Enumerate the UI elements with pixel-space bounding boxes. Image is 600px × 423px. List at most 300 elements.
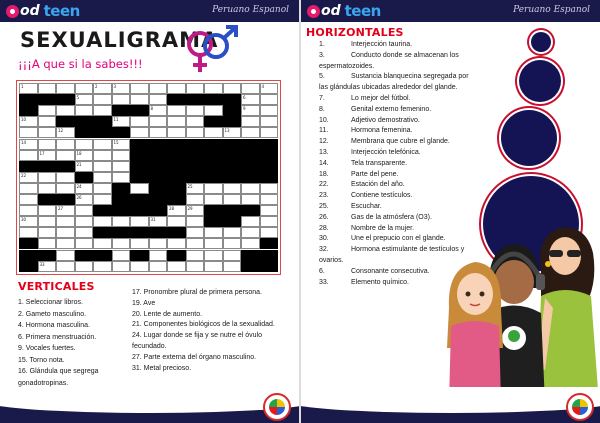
crossword-cell[interactable] — [241, 238, 260, 249]
crossword-cell[interactable] — [204, 250, 223, 261]
crossword-cell[interactable] — [167, 205, 186, 216]
crossword-cell[interactable] — [167, 105, 186, 116]
clue-number: 30. — [319, 235, 329, 243]
crossword-cell[interactable] — [167, 238, 186, 249]
brand-text: Peruano Espanol — [513, 5, 590, 15]
crossword-block — [56, 116, 75, 127]
clue-number: 11. — [319, 127, 329, 135]
cell-number: 4 — [261, 84, 265, 89]
crossword-block — [241, 172, 260, 183]
clue-text: Gas de la atmósfera (O3). — [351, 213, 432, 221]
crossword-block — [241, 150, 260, 161]
crossword-cell[interactable] — [56, 83, 75, 94]
crossword-cell[interactable] — [38, 150, 57, 161]
clue-text: Membrana que cubre el glande. — [351, 138, 450, 146]
crossword-cell[interactable] — [19, 183, 38, 194]
crossword-cell[interactable] — [19, 127, 38, 138]
crossword-block — [204, 216, 223, 227]
crossword-cell[interactable] — [186, 250, 205, 261]
cell-number: 10 — [21, 117, 27, 123]
crossword-cell[interactable] — [75, 227, 94, 238]
crossword-cell[interactable] — [112, 150, 131, 161]
crossword-cell[interactable] — [130, 116, 149, 127]
crossword-cell[interactable] — [149, 127, 168, 138]
clue-number: 22. — [319, 181, 329, 189]
crossword-cell[interactable] — [112, 216, 131, 227]
crossword-cell[interactable] — [186, 238, 205, 249]
clue-item — [319, 180, 469, 191]
clue-number: 10. — [319, 116, 329, 124]
crossword-cell[interactable] — [75, 105, 94, 116]
clue-number: 33. — [319, 278, 329, 286]
crossword-cell[interactable] — [75, 139, 94, 150]
crossword-cell[interactable] — [75, 83, 94, 94]
clue-number: 23. — [319, 192, 329, 200]
crossword-cell[interactable] — [19, 150, 38, 161]
clue-number: 32. — [319, 246, 329, 254]
clue-item: 17. Pronombre plural de primera persona. — [132, 289, 262, 296]
crossword-cell[interactable] — [38, 205, 57, 216]
crossword-cell[interactable] — [223, 183, 242, 194]
left-page — [0, 0, 299, 423]
crossword-cell[interactable] — [38, 127, 57, 138]
crossword-block — [167, 250, 186, 261]
clue-item — [319, 116, 469, 127]
clue-number: 12. — [319, 138, 329, 146]
wave-decoration — [301, 387, 600, 413]
crossword-block — [56, 161, 75, 172]
clue-number: 18. — [319, 170, 329, 178]
cell-number: 25 — [187, 183, 193, 189]
crossword-cell[interactable] — [75, 194, 94, 205]
crossword-cell[interactable] — [223, 83, 242, 94]
top-bar — [301, 0, 600, 22]
top-bar — [0, 0, 299, 22]
crossword-cell[interactable] — [38, 261, 57, 272]
crossword-grid — [16, 80, 281, 275]
crossword-block — [167, 150, 186, 161]
crossword-block — [149, 194, 168, 205]
crossword-block — [167, 94, 186, 105]
crossword-cell[interactable] — [260, 94, 279, 105]
logo-word: teen — [344, 2, 381, 20]
crossword-cell[interactable] — [93, 94, 112, 105]
clue-text: Parte del pene. — [351, 170, 399, 178]
clue-text: Tela transparente. — [351, 159, 408, 167]
crossword-cell[interactable] — [260, 183, 279, 194]
crossword-cell[interactable] — [241, 183, 260, 194]
crossword-cell[interactable] — [241, 194, 260, 205]
crossword-cell[interactable] — [204, 83, 223, 94]
crossword-block — [186, 139, 205, 150]
crossword-cell[interactable] — [56, 172, 75, 183]
clue-item: 15. Torno nota. — [18, 356, 65, 364]
crossword-cell[interactable] — [130, 127, 149, 138]
crossword-cell[interactable] — [223, 238, 242, 249]
clue-item: 31. Metal precioso. — [132, 364, 192, 372]
crossword-cell[interactable] — [149, 216, 168, 227]
deco-circle-small — [531, 32, 551, 52]
crossword-cell[interactable] — [56, 261, 75, 272]
crossword-cell[interactable] — [186, 116, 205, 127]
crossword-cell[interactable] — [186, 227, 205, 238]
crossword-block — [149, 161, 168, 172]
crossword-block — [260, 238, 279, 249]
crossword-block — [75, 172, 94, 183]
crossword-cell[interactable] — [130, 238, 149, 249]
cell-number: 29 — [187, 206, 193, 212]
crossword-cell[interactable] — [149, 94, 168, 105]
clue-text: Conducto donde se almacenan los espermatozoides. — [319, 51, 459, 70]
crossword-cell[interactable] — [112, 250, 131, 261]
crossword-cell[interactable] — [167, 216, 186, 227]
crossword-cell[interactable] — [75, 238, 94, 249]
clue-item: 9. Vocales fuertes. — [18, 345, 76, 352]
crossword-cell[interactable] — [241, 94, 260, 105]
crossword-block — [204, 172, 223, 183]
crossword-block — [130, 205, 149, 216]
crossword-cell[interactable] — [241, 116, 260, 127]
crossword-cell[interactable] — [75, 216, 94, 227]
crossword-cell[interactable] — [56, 105, 75, 116]
clue-item: 4. Hormona masculina. — [18, 322, 90, 329]
crossword-cell[interactable] — [260, 116, 279, 127]
crossword-block — [223, 205, 242, 216]
deco-circle-large — [501, 110, 557, 166]
crossword-block — [149, 139, 168, 150]
crossword-cell[interactable] — [56, 205, 75, 216]
crossword-cell[interactable] — [241, 227, 260, 238]
clue-item — [319, 148, 469, 159]
crossword-cell[interactable] — [112, 83, 131, 94]
crossword-cell[interactable] — [112, 172, 131, 183]
clue-item — [319, 170, 469, 181]
crossword-block — [260, 261, 279, 272]
gender-symbols-icon — [178, 24, 248, 76]
crossword-cell[interactable] — [167, 261, 186, 272]
clue-item: 6. Primera menstruación. — [18, 333, 97, 341]
cell-number: 8 — [150, 106, 154, 112]
clue-item: 2. Gameto masculino. — [18, 310, 87, 318]
crossword-block — [223, 94, 242, 105]
crossword-cell[interactable] — [38, 116, 57, 127]
crossword-cell[interactable] — [149, 238, 168, 249]
crossword-cell[interactable] — [38, 183, 57, 194]
crossword-block — [204, 161, 223, 172]
crossword-cell[interactable] — [93, 139, 112, 150]
crossword-cell[interactable] — [93, 105, 112, 116]
page-title: SEXUALIGRAMA — [20, 28, 219, 52]
publisher-badge-icon — [263, 393, 291, 421]
crossword-cell[interactable] — [130, 183, 149, 194]
crossword-block — [241, 250, 260, 261]
crossword-block — [204, 139, 223, 150]
crossword-cell[interactable] — [75, 205, 94, 216]
crossword-cell[interactable] — [186, 105, 205, 116]
crossword-cell[interactable] — [149, 116, 168, 127]
crossword-block — [260, 172, 279, 183]
crossword-block — [167, 161, 186, 172]
crossword-block — [112, 227, 131, 238]
crossword-cell[interactable] — [167, 83, 186, 94]
clue-text: Genital externo femenino. — [351, 105, 432, 113]
clue-item — [319, 105, 469, 116]
crossword-cell[interactable] — [260, 105, 279, 116]
crossword-cell[interactable] — [186, 216, 205, 227]
crossword-cell[interactable] — [260, 127, 279, 138]
crossword-cell[interactable] — [112, 261, 131, 272]
clue-number: 3. — [319, 51, 325, 59]
logo — [6, 2, 80, 20]
verticales-list-2 — [132, 288, 292, 374]
crossword-cell[interactable] — [112, 94, 131, 105]
crossword-block — [130, 227, 149, 238]
crossword-block — [38, 161, 57, 172]
crossword-block — [38, 250, 57, 261]
crossword-cell[interactable] — [93, 83, 112, 94]
crossword-cell[interactable] — [19, 205, 38, 216]
crossword-block — [19, 250, 38, 261]
crossword-cell[interactable] — [204, 127, 223, 138]
crossword-block — [149, 183, 168, 194]
cell-number: 13 — [224, 128, 230, 134]
cell-number: 14 — [21, 139, 27, 145]
crossword-cell[interactable] — [93, 194, 112, 205]
cell-number: 11 — [113, 117, 119, 123]
crossword-cell[interactable] — [130, 261, 149, 272]
crossword-cell[interactable] — [204, 194, 223, 205]
crossword-block — [19, 238, 38, 249]
crossword-cell[interactable] — [93, 161, 112, 172]
crossword-block — [149, 205, 168, 216]
crossword-cell[interactable] — [149, 105, 168, 116]
logo-mark: od — [20, 3, 40, 19]
crossword-cell[interactable] — [19, 139, 38, 150]
crossword-cell[interactable] — [204, 261, 223, 272]
crossword-cell[interactable] — [38, 83, 57, 94]
clue-text: Contiene testículos. — [351, 192, 413, 200]
crossword-cell[interactable] — [223, 194, 242, 205]
crossword-cell[interactable] — [112, 238, 131, 249]
crossword-block — [204, 205, 223, 216]
crossword-block — [186, 161, 205, 172]
clue-item — [319, 126, 469, 137]
crossword-cell[interactable] — [241, 83, 260, 94]
crossword-cell[interactable] — [186, 127, 205, 138]
clue-item — [319, 40, 469, 51]
cell-number: 31 — [150, 217, 156, 223]
crossword-cell[interactable] — [241, 127, 260, 138]
crossword-block — [167, 194, 186, 205]
crossword-block — [223, 161, 242, 172]
crossword-cell[interactable] — [75, 94, 94, 105]
crossword-cell[interactable] — [186, 183, 205, 194]
crossword-block — [112, 194, 131, 205]
cell-number: 5 — [76, 95, 80, 101]
clue-item: 20. Lente de aumento. — [132, 310, 203, 318]
crossword-block — [93, 205, 112, 216]
clue-number: 6. — [319, 267, 325, 275]
crossword-block — [149, 227, 168, 238]
crossword-block — [241, 205, 260, 216]
crossword-cell[interactable] — [149, 83, 168, 94]
crossword-cell[interactable] — [112, 116, 131, 127]
crossword-cell[interactable] — [167, 116, 186, 127]
crossword-block — [223, 116, 242, 127]
cell-number: 1 — [21, 84, 24, 89]
crossword-cell[interactable] — [75, 161, 94, 172]
clue-number: 8. — [319, 105, 325, 113]
crossword-cell[interactable] — [19, 227, 38, 238]
crossword-block — [19, 94, 38, 105]
girl-right-figure — [537, 228, 599, 403]
girl-left-figure — [447, 262, 503, 403]
clue-text: Estación del año. — [351, 181, 405, 189]
crossword-cell[interactable] — [93, 150, 112, 161]
crossword-block — [130, 194, 149, 205]
crossword-cell[interactable] — [19, 83, 38, 94]
crossword-cell[interactable] — [56, 183, 75, 194]
crossword-block — [241, 261, 260, 272]
crossword-cell[interactable] — [186, 261, 205, 272]
cell-number: 12 — [58, 128, 64, 134]
crossword-block — [186, 172, 205, 183]
crossword-block — [167, 172, 186, 183]
crossword-block — [75, 116, 94, 127]
clue-item — [319, 137, 469, 148]
crossword-block — [112, 205, 131, 216]
clue-number: 25. — [319, 202, 329, 210]
crossword-cell[interactable] — [130, 83, 149, 94]
crossword-cell[interactable] — [130, 216, 149, 227]
crossword-cell[interactable] — [56, 150, 75, 161]
crossword-cell[interactable] — [19, 172, 38, 183]
crossword-cell[interactable] — [130, 94, 149, 105]
crossword-block — [204, 94, 223, 105]
crossword-cell[interactable] — [56, 139, 75, 150]
crossword-cell[interactable] — [149, 261, 168, 272]
crossword-block — [56, 94, 75, 105]
crossword-cell[interactable] — [56, 227, 75, 238]
crossword-cell[interactable] — [93, 261, 112, 272]
crossword-cell[interactable] — [93, 172, 112, 183]
crossword-cell[interactable] — [223, 227, 242, 238]
crossword-cell[interactable] — [223, 250, 242, 261]
crossword-block — [75, 250, 94, 261]
crossword-cell[interactable] — [241, 216, 260, 227]
crossword-block — [204, 116, 223, 127]
crossword-cell[interactable] — [186, 205, 205, 216]
crossword-cell[interactable] — [260, 194, 279, 205]
crossword-block — [130, 139, 149, 150]
clue-item: 27. Parte externa del órgano masculino. — [132, 353, 257, 361]
clue-text: Hormona estimulante de testículos y ovarios. — [319, 246, 465, 264]
crossword-cell[interactable] — [38, 172, 57, 183]
crossword-cell[interactable] — [186, 83, 205, 94]
crossword-cell[interactable] — [93, 216, 112, 227]
crossword-cell[interactable] — [93, 183, 112, 194]
crossword-cell[interactable] — [260, 216, 279, 227]
crossword-cell[interactable] — [19, 216, 38, 227]
verticales-list-1 — [18, 297, 130, 389]
crossword-cell[interactable] — [204, 105, 223, 116]
clue-text: Elemento químico. — [351, 278, 409, 286]
crossword-cell[interactable] — [38, 238, 57, 249]
clue-number: 28. — [319, 224, 329, 232]
crossword-cell[interactable] — [56, 238, 75, 249]
logo — [307, 2, 381, 20]
crossword-cell[interactable] — [260, 227, 279, 238]
crossword-cell[interactable] — [56, 216, 75, 227]
cell-number: 17 — [39, 150, 45, 156]
crossword-block — [130, 161, 149, 172]
crossword-cell[interactable] — [93, 238, 112, 249]
clue-text: Consonante consecutiva. — [351, 267, 430, 275]
clue-number: 7. — [319, 94, 325, 102]
logo-word: teen — [43, 2, 80, 20]
crossword-block — [38, 94, 57, 105]
crossword-cell[interactable] — [75, 261, 94, 272]
crossword-cell[interactable] — [204, 238, 223, 249]
clue-number: 1. — [319, 41, 325, 48]
crossword-cell[interactable] — [38, 139, 57, 150]
crossword-cell[interactable] — [75, 150, 94, 161]
crossword-cell[interactable] — [223, 127, 242, 138]
crossword-cell[interactable] — [56, 127, 75, 138]
crossword-block — [56, 194, 75, 205]
cell-number: 15 — [113, 139, 119, 145]
crossword-block — [223, 139, 242, 150]
crossword-cell[interactable] — [204, 227, 223, 238]
crossword-cell[interactable] — [112, 161, 131, 172]
crossword-block — [223, 172, 242, 183]
crossword-block — [93, 227, 112, 238]
crossword-block — [241, 139, 260, 150]
horizontales-title: HORIZONTALES — [306, 26, 404, 39]
cell-number: 27 — [58, 206, 64, 212]
crossword-cell[interactable] — [204, 183, 223, 194]
crossword-block — [223, 216, 242, 227]
cell-number: 2 — [95, 84, 98, 89]
crossword-block — [204, 150, 223, 161]
crossword-cell[interactable] — [186, 194, 205, 205]
crossword-block — [19, 261, 38, 272]
crossword-cell[interactable] — [19, 116, 38, 127]
clue-text: Interjección telefónica. — [351, 148, 421, 156]
crossword-cell[interactable] — [223, 261, 242, 272]
clue-item — [319, 51, 469, 73]
crossword-cell[interactable] — [38, 216, 57, 227]
logo-disk-icon — [6, 5, 19, 18]
crossword-cell[interactable] — [149, 250, 168, 261]
crossword-block — [93, 250, 112, 261]
crossword-block — [260, 150, 279, 161]
crossword-cell[interactable] — [241, 105, 260, 116]
crossword-cell[interactable] — [260, 205, 279, 216]
crossword-cell[interactable] — [19, 194, 38, 205]
crossword-cell[interactable] — [260, 83, 279, 94]
logo-disk-icon — [307, 5, 320, 18]
clue-item: 1. Seleccionar libros. — [18, 299, 83, 306]
cell-number: 21 — [76, 161, 82, 167]
crossword-cell[interactable] — [38, 105, 57, 116]
crossword-cell[interactable] — [38, 227, 57, 238]
clue-number: 13. — [319, 148, 329, 156]
crossword-cell[interactable] — [75, 183, 94, 194]
crossword-cell[interactable] — [167, 127, 186, 138]
crossword-cell[interactable] — [112, 139, 131, 150]
crossword-cell[interactable] — [56, 250, 75, 261]
